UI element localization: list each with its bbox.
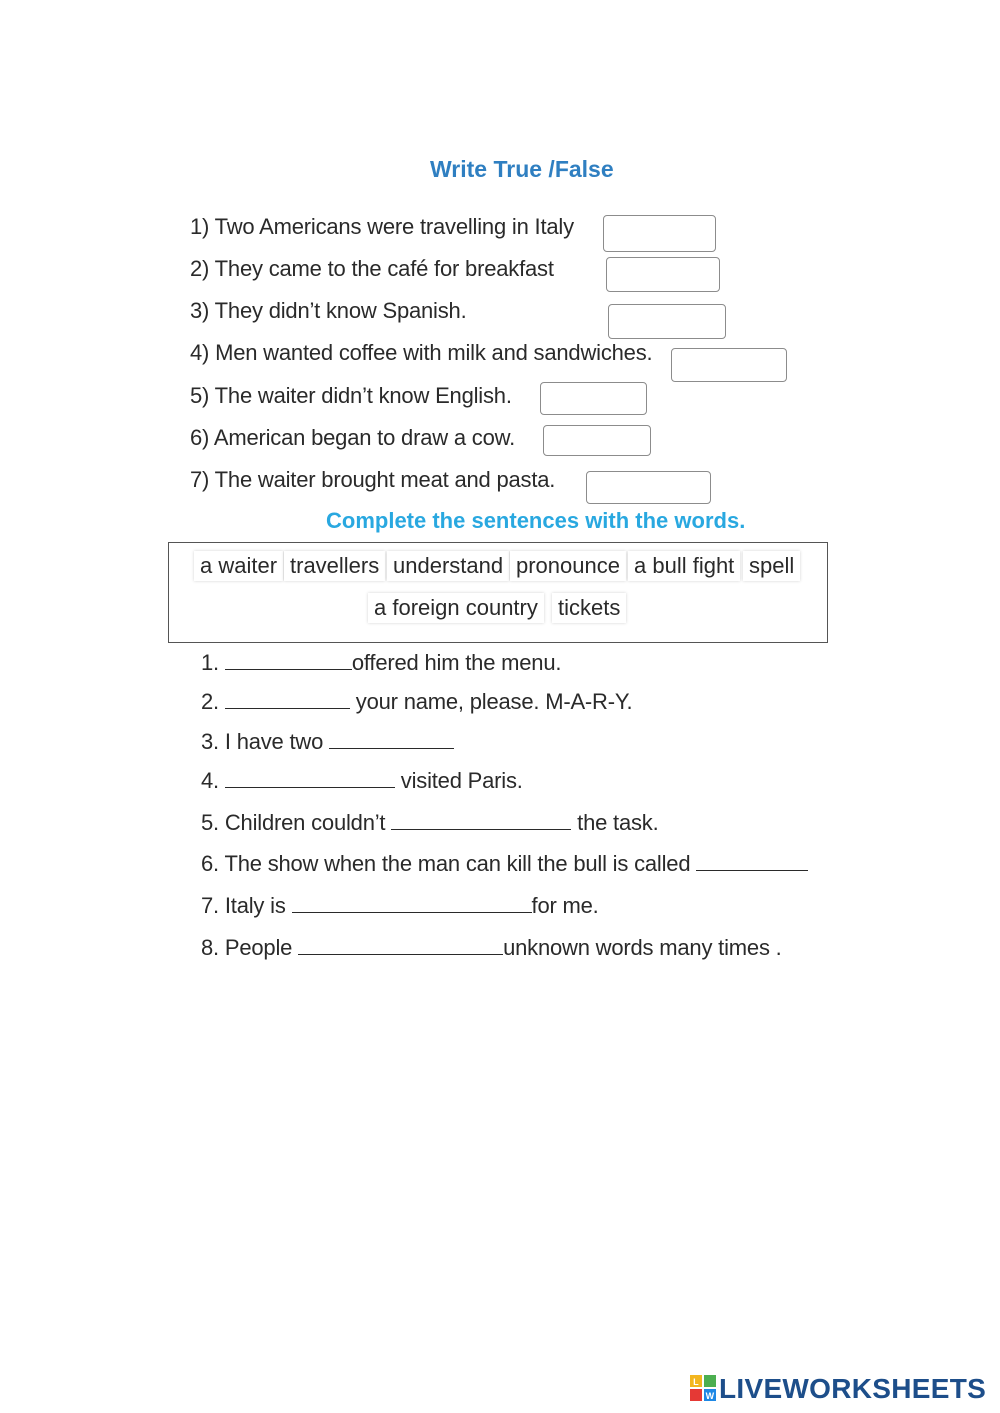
sentence-2 xyxy=(201,688,632,715)
blank-1[interactable] xyxy=(225,649,352,670)
sentence-text: your name, please. M-A-R-Y. xyxy=(349,689,633,714)
sentence-number: 8. xyxy=(201,935,219,960)
sentence-number: 2. xyxy=(201,689,219,714)
sentence-number: 6. xyxy=(201,851,219,876)
sentence-1 xyxy=(201,649,561,676)
liveworksheets-logo[interactable] xyxy=(690,1373,986,1405)
sentence-text: The show when the man can kill the bull is called xyxy=(218,851,697,876)
tf-item-7: 7) The waiter brought meat and pasta. xyxy=(190,467,556,492)
word-chip: pronounce xyxy=(510,551,626,581)
word-chip: a bull fight xyxy=(628,551,740,581)
word-chip: a foreign country xyxy=(368,593,544,623)
logo-mark-letter: L xyxy=(693,1377,699,1387)
blank-8[interactable] xyxy=(298,934,503,955)
tf-item-1: 1) Two Americans were travelling in Italy xyxy=(190,214,574,239)
tf-answer-box-1[interactable] xyxy=(603,215,716,252)
tf-item-3: 3) They didn’t know Spanish. xyxy=(190,298,467,323)
tf-answer-box-3[interactable] xyxy=(608,304,726,339)
sentence-text: the task. xyxy=(571,810,659,835)
tf-answer-box-2[interactable] xyxy=(606,257,720,292)
blank-6[interactable] xyxy=(696,850,808,871)
sentence-6 xyxy=(201,850,808,877)
tf-answer-box-7[interactable] xyxy=(586,471,711,504)
sentence-4 xyxy=(201,767,523,794)
sentence-text: for me. xyxy=(531,893,599,918)
sentence-text: visited Paris. xyxy=(394,768,523,793)
sentence-number: 5. xyxy=(201,810,219,835)
tf-item-5: 5) The waiter didn’t know English. xyxy=(190,383,512,408)
sentence-text: I have two xyxy=(218,729,330,754)
sentence-text: Italy is xyxy=(218,893,292,918)
true-false-title: Write True /False xyxy=(430,156,614,182)
tf-answer-box-5[interactable] xyxy=(540,382,647,415)
sentence-number: 1. xyxy=(201,650,219,675)
sentence-5 xyxy=(201,809,659,836)
tf-answer-box-4[interactable] xyxy=(671,348,787,382)
complete-title: Complete the sentences with the words. xyxy=(326,508,746,533)
tf-answer-box-6[interactable] xyxy=(543,425,651,456)
word-chip: spell xyxy=(743,551,800,581)
tf-item-6: 6) American began to draw a cow. xyxy=(190,425,516,450)
sentence-text: People xyxy=(218,935,299,960)
logo-mark-letter: W xyxy=(705,1391,715,1401)
sentence-number: 7. xyxy=(201,893,219,918)
sentence-text: Children couldn’t xyxy=(218,810,392,835)
liveworksheets-logo-icon xyxy=(690,1375,716,1401)
sentence-number: 3. xyxy=(201,729,219,754)
blank-7[interactable] xyxy=(292,892,532,913)
blank-3[interactable] xyxy=(329,728,454,749)
sentence-7 xyxy=(201,892,599,919)
sentence-text: offered him the menu. xyxy=(351,650,562,675)
word-chip: travellers xyxy=(284,551,385,581)
word-chip: a waiter xyxy=(194,551,283,581)
logo-text: LIVEWORKSHEETS xyxy=(719,1373,987,1404)
sentence-text: unknown words many times . xyxy=(503,935,782,960)
blank-2[interactable] xyxy=(225,688,350,709)
sentence-number: 4. xyxy=(201,768,219,793)
tf-item-4: 4) Men wanted coffee with milk and sandwiches. xyxy=(190,340,653,365)
blank-4[interactable] xyxy=(225,767,395,788)
word-chip: understand xyxy=(387,551,509,581)
sentence-8 xyxy=(201,934,782,961)
tf-item-2: 2) They came to the café for breakfast xyxy=(190,256,554,281)
word-chip: tickets xyxy=(552,593,626,623)
blank-5[interactable] xyxy=(391,809,571,830)
sentence-3 xyxy=(201,728,454,755)
